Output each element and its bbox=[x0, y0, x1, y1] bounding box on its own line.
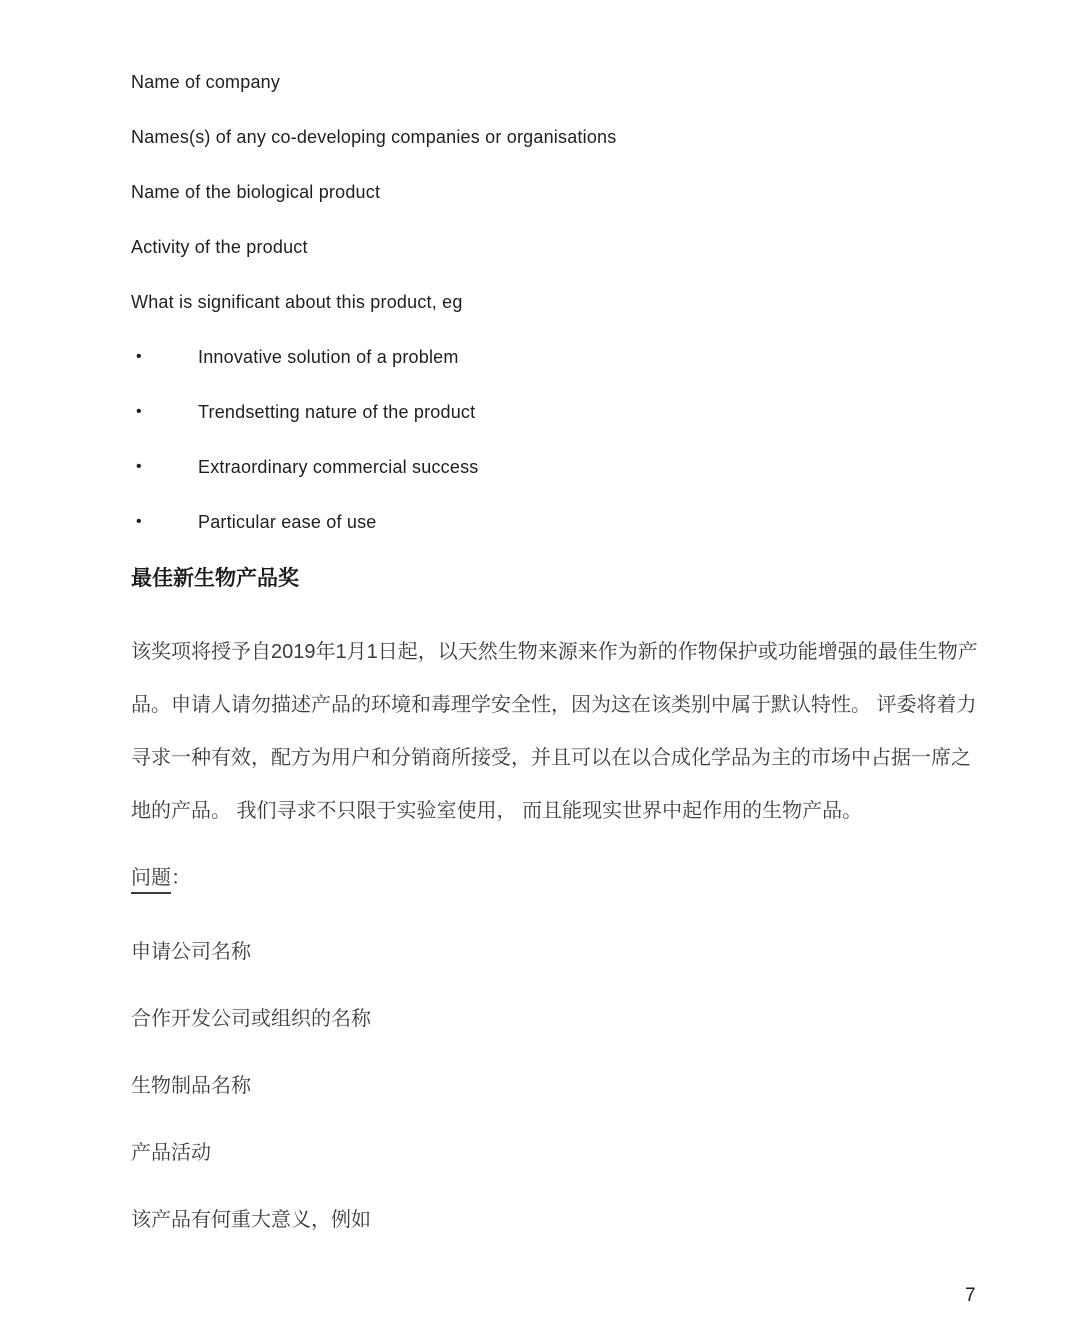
bullet-text: Trendsetting nature of the product bbox=[198, 402, 476, 422]
bullet-text: Innovative solution of a problem bbox=[198, 347, 459, 367]
field-codeveloping-companies: Names(s) of any co-developing companies or organisations bbox=[131, 127, 617, 147]
field-product-activity: Activity of the product bbox=[131, 237, 308, 257]
bullet-icon: • bbox=[136, 458, 142, 475]
section-heading-best-new-biological-product-award: 最佳新生物产品奖 bbox=[131, 567, 299, 590]
english-field-list bbox=[131, 0, 988, 314]
bullet-icon: • bbox=[136, 513, 142, 530]
list-item bbox=[131, 400, 988, 424]
bullet-icon: • bbox=[136, 403, 142, 420]
field-applicant-company-name: 申请公司名称 bbox=[131, 941, 251, 963]
bullet-text: Extraordinary commercial success bbox=[198, 457, 479, 477]
document-content bbox=[131, 0, 988, 1273]
questions-label-colon: ： bbox=[171, 867, 191, 889]
bullet-text: Particular ease of use bbox=[198, 512, 377, 532]
questions-label-text: 问题 bbox=[131, 867, 171, 894]
bullet-icon: • bbox=[136, 348, 142, 365]
chinese-field-list bbox=[131, 938, 988, 1234]
field-name-of-company: Name of company bbox=[131, 72, 281, 92]
page-number: 7 bbox=[965, 1285, 976, 1306]
list-item bbox=[131, 510, 988, 534]
field-product-activity-cn: 产品活动 bbox=[131, 1142, 211, 1164]
award-description-paragraph bbox=[131, 626, 988, 838]
paragraph-line: 地的产品。 我们寻求不只限于实验室使用， 而且能现实世界中起作用的生物产品。 bbox=[131, 800, 863, 822]
field-product-significance-cn: 该产品有何重大意义，例如 bbox=[131, 1209, 371, 1231]
paragraph-line: 品。申请人请勿描述产品的环境和毒理学安全性，因为这在该类别中属于默认特性。 评委将着力 bbox=[131, 694, 977, 716]
list-item bbox=[131, 455, 988, 479]
questions-label bbox=[131, 864, 988, 892]
field-biological-product-name: Name of the biological product bbox=[131, 182, 381, 202]
paragraph-line: 寻求一种有效，配方为用户和分销商所接受，并且可以在以合成化学品为主的市场中占据一席之 bbox=[131, 747, 971, 769]
list-item bbox=[131, 345, 988, 369]
field-codeveloper-name: 合作开发公司或组织的名称 bbox=[131, 1008, 371, 1030]
field-biological-product-name-cn: 生物制品名称 bbox=[131, 1075, 251, 1097]
paragraph-line: 该奖项将授予自2019年1月1日起，以天然生物来源来作为新的作物保护或功能增强的最佳生物产 bbox=[131, 641, 978, 663]
bullet-list bbox=[131, 345, 988, 534]
field-product-significance: What is significant about this product, eg bbox=[131, 292, 463, 312]
